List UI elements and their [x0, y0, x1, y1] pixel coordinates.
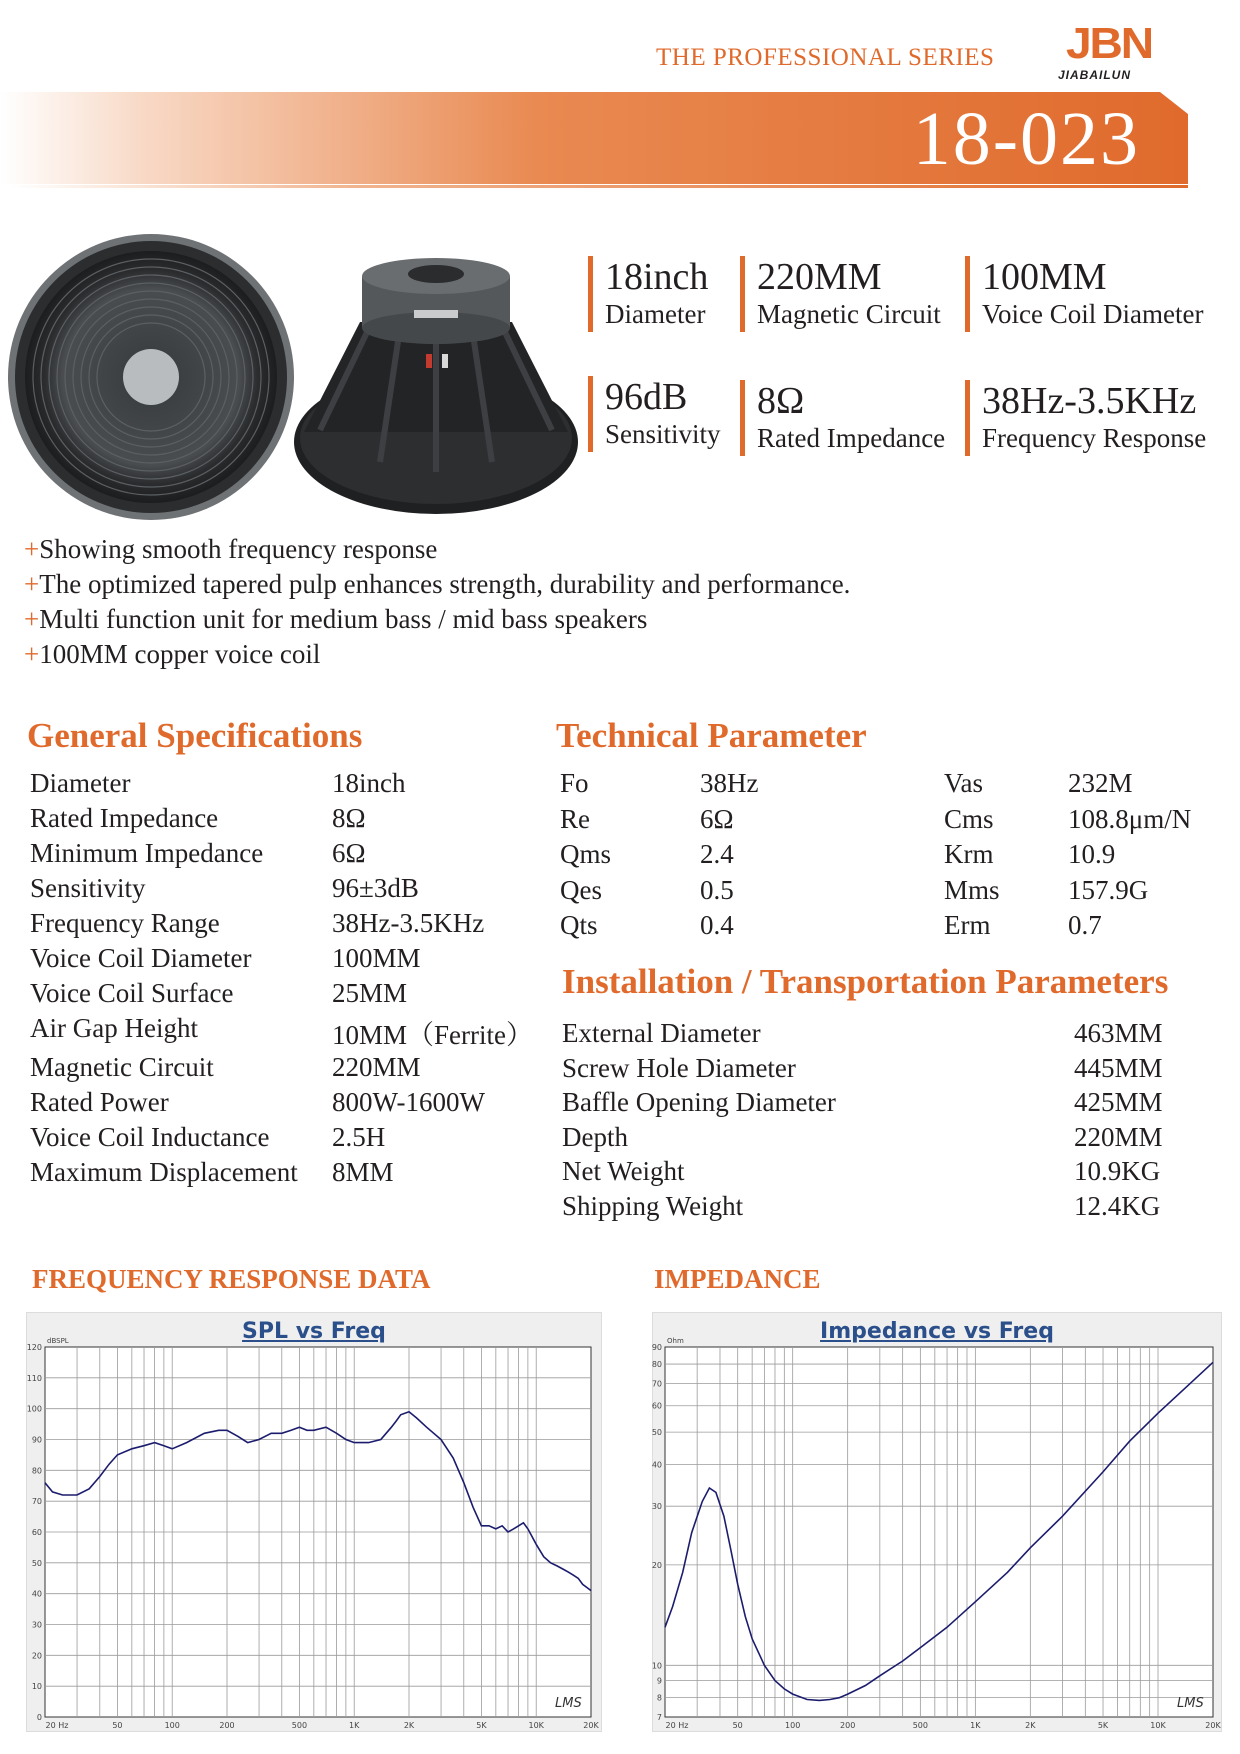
y-tick-label: 8: [656, 1693, 662, 1703]
param-value: 108.8μm/N: [1068, 803, 1192, 834]
series-title: THE PROFESSIONAL SERIES: [656, 44, 995, 71]
table-row: [560, 768, 1191, 804]
install-label: Screw Hole Diameter: [562, 1052, 796, 1083]
y-tick-label: 70: [651, 1379, 662, 1389]
param-name: Qms: [560, 839, 612, 869]
install-value: 220MM: [1074, 1121, 1163, 1152]
table-row: [30, 1122, 533, 1157]
param-value: 0.5: [700, 874, 734, 905]
param-name: Re: [560, 803, 590, 834]
key-spec-label: Rated Impedance: [757, 423, 946, 453]
table-row: [30, 768, 533, 803]
lms-watermark: LMS: [1177, 1696, 1204, 1711]
spec-value: 2.5H: [332, 1122, 386, 1152]
y-tick-label: 20: [31, 1651, 42, 1661]
spec-label: Rated Impedance: [30, 803, 219, 833]
y-tick-label: 7: [656, 1713, 662, 1722]
y-tick-label: 90: [651, 1343, 662, 1352]
key-spec-value: 38Hz-3.5KHz: [982, 380, 1197, 422]
x-tick-label: 20 Hz: [45, 1721, 69, 1730]
x-tick-label: 200: [219, 1721, 235, 1730]
table-row: [560, 910, 1191, 946]
spec-value: 25MM: [332, 978, 408, 1008]
x-tick-label: 500: [291, 1721, 308, 1730]
frequency-response-heading: FREQUENCY RESPONSE DATA: [32, 1264, 431, 1294]
spl-chart: [26, 1312, 602, 1732]
impedance-chart-title: Impedance vs Freq: [820, 1319, 1054, 1344]
install-value: 425MM: [1074, 1087, 1163, 1117]
param-value: 0.4: [700, 910, 734, 940]
spec-label: Magnetic Circuit: [30, 1052, 214, 1082]
feature-list: [24, 532, 850, 672]
table-row: [30, 1052, 533, 1087]
param-name: Vas: [944, 768, 983, 798]
impedance-chart: [652, 1312, 1222, 1732]
param-value: 6Ω: [700, 803, 734, 834]
spl-chart-title: SPL vs Freq: [242, 1319, 386, 1344]
spec-value: 10MM（Ferrite）: [332, 1020, 533, 1050]
table-row: [30, 908, 533, 943]
table-row: [562, 1053, 1163, 1088]
y-tick-label: 30: [31, 1620, 42, 1630]
x-tick-label: 2K: [403, 1721, 415, 1730]
key-spec-impedance: [740, 380, 945, 456]
param-value: 232M: [1068, 768, 1133, 798]
installation-heading: Installation / Transportation Parameters: [562, 962, 1169, 1001]
install-label: Baffle Opening Diameter: [562, 1087, 836, 1117]
table-row: [562, 1018, 1163, 1053]
param-value: 2.4: [700, 839, 734, 869]
key-spec-label: Sensitivity: [605, 419, 721, 449]
table-row: [560, 875, 1191, 911]
y-tick-label: 80: [31, 1466, 42, 1476]
param-name: Krm: [944, 839, 994, 869]
table-row: [30, 943, 533, 978]
param-name: Mms: [944, 874, 1000, 905]
table-row: [562, 1191, 1163, 1226]
spec-label: Voice Coil Diameter: [30, 943, 252, 973]
x-tick-label: 200: [840, 1721, 856, 1730]
install-value: 463MM: [1074, 1018, 1163, 1048]
x-tick-label: 50: [732, 1721, 743, 1730]
install-value: 12.4KG: [1074, 1190, 1161, 1221]
key-spec-value: 18inch: [605, 256, 709, 298]
spec-value: 18inch: [332, 768, 406, 798]
spec-value: 8Ω: [332, 803, 366, 833]
table-row: [30, 1087, 533, 1122]
spec-value: 100MM: [332, 943, 421, 973]
spec-label: Diameter: [30, 768, 131, 798]
x-tick-label: 1K: [970, 1721, 981, 1730]
impedance-chart-plot: [653, 1313, 1221, 1731]
y-tick-label: 10: [31, 1682, 42, 1692]
y-tick-label: 30: [651, 1502, 662, 1512]
technical-parameter-heading: Technical Parameter: [556, 716, 867, 755]
spec-value: 220MM: [332, 1052, 421, 1082]
logo-subtext: JIABAILUN: [1058, 68, 1132, 82]
y-tick-label: 50: [651, 1428, 662, 1438]
install-label: Shipping Weight: [562, 1190, 744, 1221]
y-tick-label: 0: [36, 1713, 42, 1722]
brand-logo: [1058, 19, 1178, 82]
table-row: [30, 873, 533, 908]
speaker-front-photo: [6, 232, 296, 522]
table-row: [562, 1087, 1163, 1122]
install-value: 10.9KG: [1074, 1156, 1161, 1186]
table-row: [30, 803, 533, 838]
impedance-heading: IMPEDANCE: [654, 1264, 821, 1294]
spec-value: 8MM: [332, 1157, 394, 1187]
key-spec-value: 220MM: [757, 256, 882, 298]
table-row: [30, 978, 533, 1013]
speaker-back-photo: [290, 242, 582, 522]
spec-value: 38Hz-3.5KHz: [332, 908, 485, 938]
spec-label: Voice Coil Inductance: [30, 1122, 270, 1152]
x-tick-label: 5K: [476, 1721, 487, 1730]
y-tick-label: 10: [651, 1661, 662, 1671]
y-tick-label: 120: [26, 1343, 42, 1352]
spec-value: 6Ω: [332, 838, 366, 868]
x-tick-label: 10K: [1150, 1721, 1166, 1730]
table-row: [562, 1122, 1163, 1157]
general-specs-table: [30, 768, 533, 1192]
spec-label: Sensitivity: [30, 873, 146, 903]
logo-mark: JBN: [1065, 19, 1153, 68]
y-tick-label: 40: [651, 1460, 662, 1470]
key-spec-frequency: [965, 380, 1206, 456]
feature-item: +Showing smooth frequency response: [24, 534, 438, 564]
key-spec-value: 96dB: [605, 376, 688, 418]
param-name: Qts: [560, 910, 598, 940]
param-value: 38Hz: [700, 768, 759, 798]
lms-watermark: LMS: [555, 1696, 582, 1711]
x-tick-label: 100: [785, 1721, 801, 1730]
feature-item: +The optimized tapered pulp enhances strength, durability and performance.: [24, 569, 851, 599]
param-value: 10.9: [1068, 839, 1116, 869]
key-spec-voice-coil: [965, 256, 1203, 332]
installation-table: [562, 1018, 1163, 1225]
install-value: 445MM: [1074, 1052, 1163, 1083]
spec-label: Rated Power: [30, 1087, 169, 1117]
key-spec-label: Diameter: [605, 299, 706, 329]
x-tick-label: 2K: [1025, 1721, 1036, 1730]
install-label: Net Weight: [562, 1156, 685, 1186]
x-tick-label: 20K: [583, 1721, 599, 1730]
key-spec-label: Voice Coil Diameter: [982, 299, 1204, 329]
spec-label: Minimum Impedance: [30, 838, 264, 868]
key-spec-value: 8Ω: [757, 380, 805, 422]
y-tick-label: 40: [31, 1589, 42, 1599]
x-tick-label: 20 Hz: [665, 1721, 689, 1730]
x-tick-label: 10K: [528, 1721, 544, 1730]
spec-value: 800W-1600W: [332, 1087, 485, 1117]
spec-label: Voice Coil Surface: [30, 978, 234, 1008]
key-spec-value: 100MM: [982, 256, 1107, 298]
param-value: 157.9G: [1068, 874, 1149, 905]
spl-chart-plot: [27, 1313, 601, 1731]
key-spec-magnetic-circuit: [740, 256, 941, 332]
y-tick-label: 100: [26, 1404, 42, 1414]
x-tick-label: 5K: [1097, 1721, 1109, 1730]
x-tick-label: 500: [912, 1721, 928, 1730]
y-tick-label: 60: [31, 1528, 42, 1537]
spec-label: Air Gap Height: [30, 1013, 198, 1043]
key-spec-label: Magnetic Circuit: [757, 299, 941, 329]
y-tick-label: 110: [26, 1373, 42, 1383]
spec-value: 96±3dB: [332, 873, 419, 903]
y-tick-label: 60: [651, 1401, 662, 1411]
table-row: [30, 1157, 533, 1192]
y-axis-label: Ohm: [667, 1337, 684, 1345]
table-row: [562, 1156, 1163, 1191]
param-name: Cms: [944, 803, 994, 834]
y-tick-label: 90: [31, 1435, 42, 1445]
y-tick-label: 50: [31, 1558, 42, 1568]
table-row: [30, 838, 533, 873]
feature-item: +100MM copper voice coil: [24, 639, 321, 669]
install-label: Depth: [562, 1121, 628, 1152]
param-name: Erm: [944, 910, 991, 940]
x-tick-label: 50: [112, 1721, 123, 1730]
x-tick-label: 1K: [349, 1721, 360, 1730]
y-tick-label: 70: [31, 1497, 42, 1507]
spec-label: Frequency Range: [30, 908, 220, 938]
param-name: Fo: [560, 768, 589, 798]
spec-label: Maximum Displacement: [30, 1157, 298, 1187]
y-tick-label: 20: [651, 1560, 662, 1570]
x-tick-label: 20K: [1205, 1721, 1221, 1730]
x-tick-label: 100: [164, 1721, 180, 1730]
y-tick-label: 9: [656, 1676, 662, 1686]
general-specs-heading: General Specifications: [27, 716, 363, 755]
install-label: External Diameter: [562, 1018, 761, 1048]
table-row: [30, 1013, 533, 1052]
feature-item: +Multi function unit for medium bass / mid bass speakers: [24, 604, 648, 634]
y-axis-label: dBSPL: [47, 1337, 69, 1345]
y-tick-label: 80: [651, 1360, 662, 1370]
param-value: 0.7: [1068, 910, 1102, 940]
key-spec-sensitivity: [588, 376, 721, 452]
table-row: [560, 804, 1191, 840]
table-row: [560, 839, 1191, 875]
param-name: Qes: [560, 874, 602, 905]
key-spec-label: Frequency Response: [982, 423, 1207, 453]
technical-parameter-table: [560, 768, 1191, 946]
model-number: 18-023: [912, 97, 1140, 181]
plot-area: [665, 1347, 1213, 1717]
key-spec-diameter: [588, 256, 708, 332]
